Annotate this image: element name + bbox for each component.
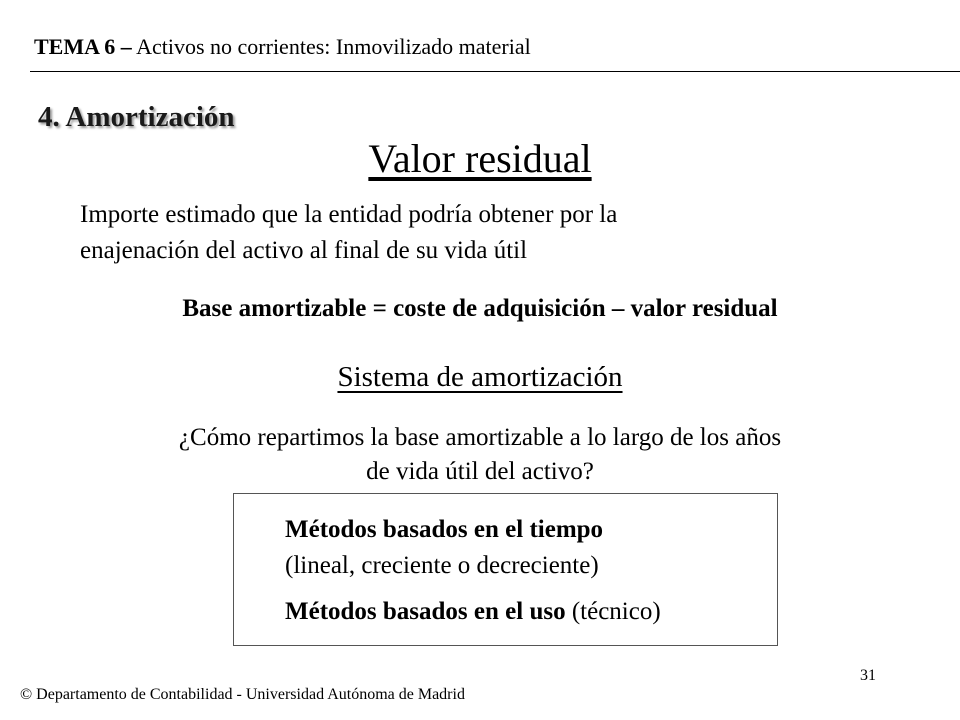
methods-box xyxy=(233,493,778,646)
sistema-question xyxy=(60,421,900,489)
footer-credit: © Departamento de Contabilidad - Universidad Autónoma de Madrid xyxy=(20,686,465,703)
page-number: 31 xyxy=(860,667,876,684)
valor-residual-title: Valor residual xyxy=(368,136,592,181)
header-divider xyxy=(30,71,960,72)
definition-line: Importe estimado que la entidad podría obtener por la xyxy=(80,201,618,228)
use-methods-detail: (técnico) xyxy=(565,598,661,625)
time-methods-label: Métodos basados en el tiempo xyxy=(285,516,604,543)
header-topic-subject: Activos no corrientes: Inmovilizado material xyxy=(136,34,531,59)
header-topic-number: TEMA 6 – xyxy=(34,34,132,59)
slide-header xyxy=(34,33,531,61)
valor-residual-definition xyxy=(80,197,880,269)
section-heading: 4. Amortización xyxy=(38,101,235,133)
question-line: de vida útil del activo? xyxy=(366,458,594,485)
time-methods-detail: (lineal, creciente o decreciente) xyxy=(285,552,599,579)
question-line: ¿Cómo repartimos la base amortizable a lo largo de los años xyxy=(178,424,782,451)
definition-line: enajenación del activo al final de su vida útil xyxy=(80,237,528,264)
sistema-amortizacion-title: Sistema de amortización xyxy=(337,361,623,393)
base-amortizable-formula: Base amortizable = coste de adquisición – valor residual xyxy=(182,295,778,322)
use-methods-label: Métodos basados en el uso xyxy=(285,598,566,625)
use-methods-line xyxy=(285,596,661,628)
